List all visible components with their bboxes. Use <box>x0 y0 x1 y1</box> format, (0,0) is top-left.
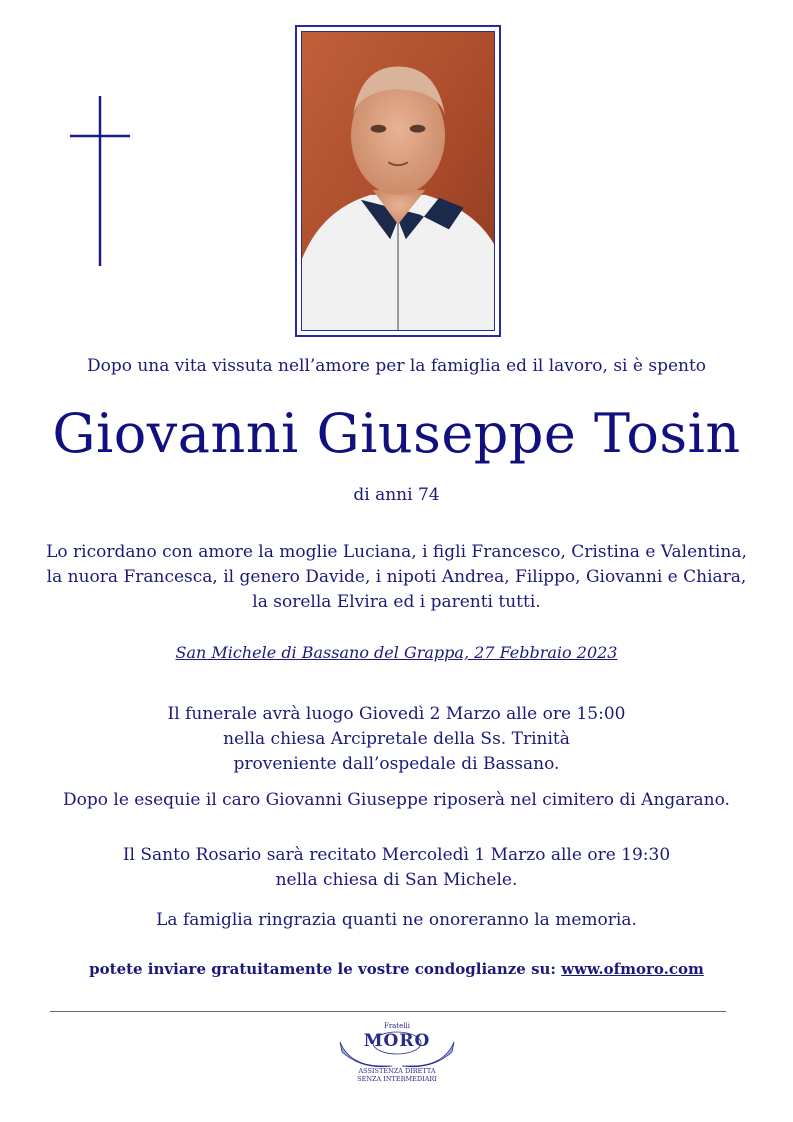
burial-text: Dopo le esequie il caro Giovanni Giuseppe riposerà nel cimitero di Angarano. <box>63 790 730 810</box>
condolences-text: potete inviare gratuitamente le vostre condoglianze su: <box>89 960 562 978</box>
mourners-line: Lo ricordano con amore la moglie Luciana, i figli Francesco, Cristina e Valentina, <box>46 542 747 562</box>
place-date <box>0 643 793 662</box>
rosary-line: nella chiesa di San Michele. <box>275 870 518 890</box>
funeral-line: nella chiesa Arcipretale della Ss. Trinità <box>223 729 570 749</box>
portrait-photo <box>301 31 495 331</box>
funeral-paragraph <box>0 702 793 777</box>
logo-tagline: SENZA INTERMEDIARI <box>357 1075 437 1083</box>
rosary-paragraph <box>0 843 793 893</box>
deceased-name: Giovanni Giuseppe Tosin <box>52 402 741 465</box>
mourners-paragraph <box>0 540 793 615</box>
place-date-text: San Michele di Bassano del Grappa, 27 Febbraio 2023 <box>175 643 618 662</box>
website-link[interactable]: www.ofmoro.com <box>561 960 704 978</box>
moro-logo <box>332 1022 462 1092</box>
funeral-line: Il funerale avrà luogo Giovedì 2 Marzo alle ore 15:00 <box>167 704 626 724</box>
logo-tagline: ASSISTENZA DIRETTA <box>358 1067 436 1075</box>
divider <box>50 1011 726 1012</box>
age-text: di anni 74 <box>353 485 440 505</box>
intro-text: Dopo una vita vissuta nell’amore per la famiglia ed il lavoro, si è spento <box>86 356 707 376</box>
rosary-line: Il Santo Rosario sarà recitato Mercoledì 1 Marzo alle ore 19:30 <box>122 845 671 865</box>
mourners-line: la sorella Elvira ed i parenti tutti. <box>252 592 541 612</box>
mourners-line: la nuora Francesca, il genero Davide, i nipoti Andrea, Filippo, Giovanni e Chiara, <box>46 567 747 587</box>
logo-fratelli: Fratelli <box>383 1022 411 1030</box>
funeral-line: proveniente dall’ospedale di Bassano. <box>233 754 560 774</box>
logo-name: MORO <box>363 1031 431 1051</box>
cross-icon <box>70 96 130 266</box>
thanks-text: La famiglia ringrazia quanti ne onoreranno la memoria. <box>156 910 637 930</box>
portrait-frame <box>295 25 501 337</box>
condolences-line <box>0 960 793 978</box>
